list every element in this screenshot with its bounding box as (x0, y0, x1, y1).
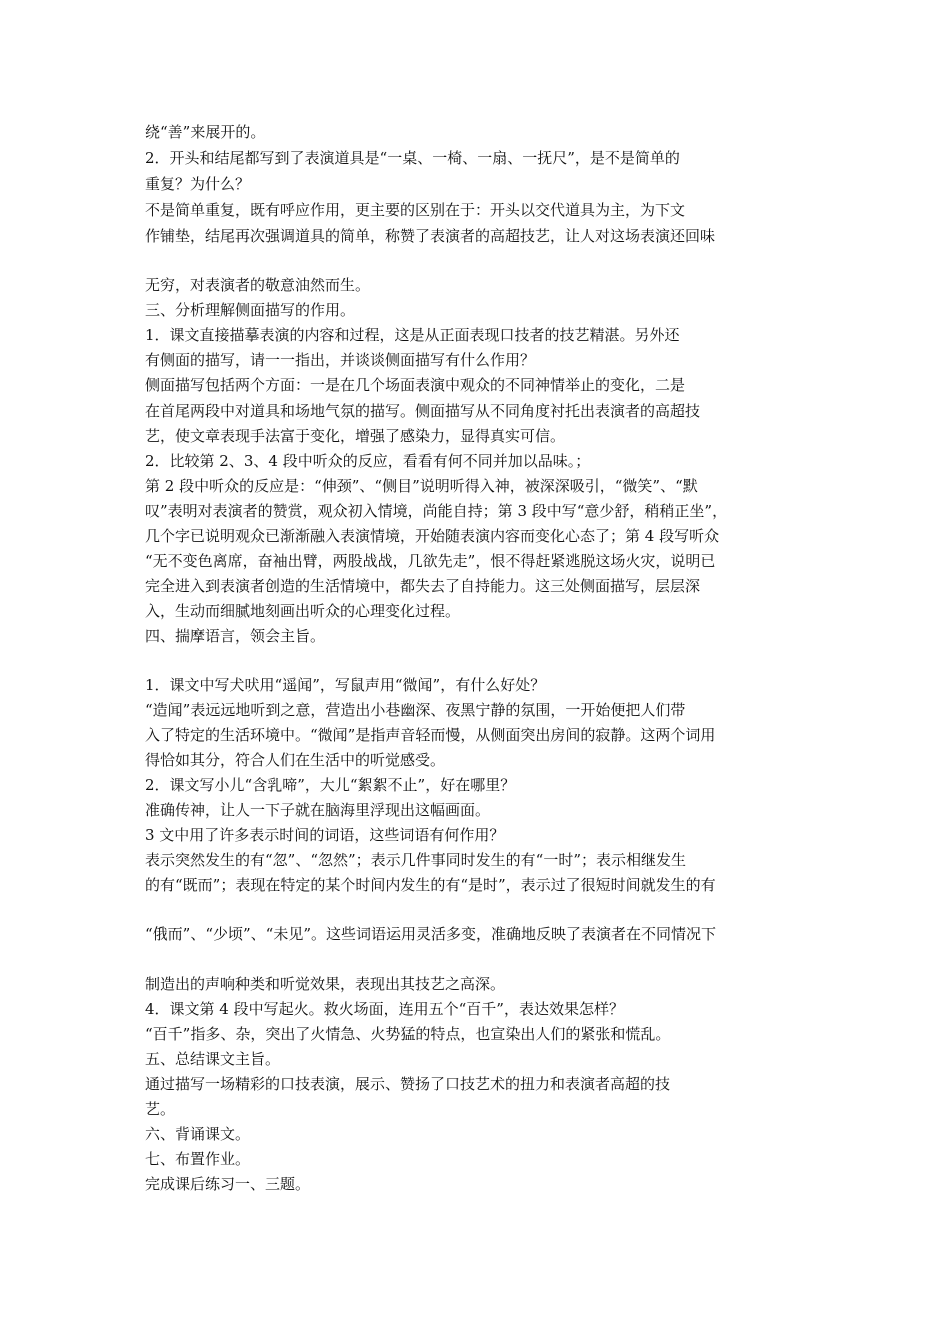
text-line: 在首尾两段中对道具和场地气氛的描写。侧面描写从不同角度衬托出表演者的高超技 (145, 402, 701, 420)
text-line: 第 2 段中听众的反应是：“伸颈”、“侧目”说明听得入神，被深深吸引，“微笑”、“默 (145, 477, 698, 495)
text-line: 2．课文写小儿“含乳啼”，大儿“絮絮不止”，好在哪里？ (145, 776, 516, 794)
text-line: 绕“善”来展开的。 (145, 123, 266, 141)
text-line: 得恰如其分，符合人们在生活中的听觉感受。 (145, 751, 446, 769)
text-line: 制造出的声响种类和听觉效果，表现出其技艺之高深。 (145, 975, 506, 993)
text-line: “造闻”表远远地听到之意，营造出小巷幽深、夜黑宁静的氛围，一开始便把人们带 (145, 701, 686, 719)
text-line: 不是简单重复，既有呼应作用，更主要的区别在于：开头以交代道具为主，为下文 (145, 201, 686, 219)
text-line: 入，生动而细腻地刻画出听众的心理变化过程。 (145, 602, 461, 620)
text-line: 4．课文第 4 段中写起火。救火场面，连用五个“百千”，表达效果怎样？ (145, 1000, 624, 1018)
text-line: 作铺垫，结尾再次强调道具的简单，称赞了表演者的高超技艺，让人对这场表演还回味 (145, 227, 716, 245)
text-line: 3 文中用了许多表示时间的词语，这些词语有何作用？ (145, 826, 505, 844)
text-line: 通过描写一场精彩的口技表演，展示、赞扬了口技艺术的扭力和表演者高超的技 (145, 1075, 671, 1093)
text-line: 的有“既而”；表现在特定的某个时间内发生的有“是时”，表示过了很短时间就发生的有 (145, 876, 716, 894)
text-line: 五、总结课文主旨。 (145, 1050, 281, 1068)
text-line: 艺，使文章表现手法富于变化，增强了感染力，显得真实可信。 (145, 427, 566, 445)
text-line: 1．课文直接描摹表演的内容和过程，这是从正面表现口技者的技艺精湛。另外还 (145, 326, 680, 344)
text-line: 完全进入到表演者创造的生活情境中，都失去了自持能力。这三处侧面描写，层层深 (145, 577, 701, 595)
text-line: 2．比较第 2、3、4 段中听众的反应，看看有何不同并加以品味。； (145, 452, 591, 470)
text-line: 艺。 (145, 1100, 176, 1118)
text-line: 无穷，对表演者的敬意油然而生。 (145, 276, 371, 294)
text-line: “百千”指多、杂，突出了火情急、火势猛的特点，也宣染出人们的紧张和慌乱。 (145, 1025, 671, 1043)
text-line: 四、揣摩语言，领会主旨。 (145, 627, 326, 645)
text-line: 几个字已说明观众已渐渐融入表演情境，开始随表演内容而变化心态了；第 4 段写听众 (145, 527, 720, 545)
text-line: “无不变色离席，奋袖出臂，两股战战，几欲先走”，恨不得赶紧逃脱这场火灾，说明已 (145, 552, 716, 570)
text-line: 2．开头和结尾都写到了表演道具是“一桌、一椅、一扇、一抚尺”，是不是简单的 (145, 149, 680, 167)
text-line: 重复？为什么？ (145, 175, 251, 193)
text-line: 表示突然发生的有“忽”、“忽然”；表示几件事同时发生的有“一时”；表示相继发生 (145, 851, 687, 869)
text-line: 侧面描写包括两个方面：一是在几个场面表演中观众的不同神情举止的变化，二是 (145, 376, 686, 394)
text-line: 六、背诵课文。 (145, 1125, 251, 1143)
text-line: 入了特定的生活环境中。“微闻”是指声音轻而慢，从侧面突出房间的寂静。这两个词用 (145, 726, 716, 744)
text-line: 准确传神，让人一下子就在脑海里浮现出这幅画面。 (145, 801, 491, 819)
text-line: 三、分析理解侧面描写的作用。 (145, 301, 356, 319)
text-line: 七、布置作业。 (145, 1150, 251, 1168)
text-line: “俄而”、“少顷”、“未见”。这些词语运用灵活多变，准确地反映了表演者在不同情况下 (145, 925, 717, 943)
text-line: 完成课后练习一、三题。 (145, 1175, 311, 1193)
text-line: 叹”表明对表演者的赞赏，观众初入情境，尚能自持；第 3 段中写“意少舒，稍稍正坐”， (145, 502, 728, 520)
text-line: 有侧面的描写，请一一指出，并谈谈侧面描写有什么作用？ (145, 351, 536, 369)
text-line: 1．课文中写犬吠用“遥闻”，写鼠声用“微闻”，有什么好处？ (145, 676, 546, 694)
